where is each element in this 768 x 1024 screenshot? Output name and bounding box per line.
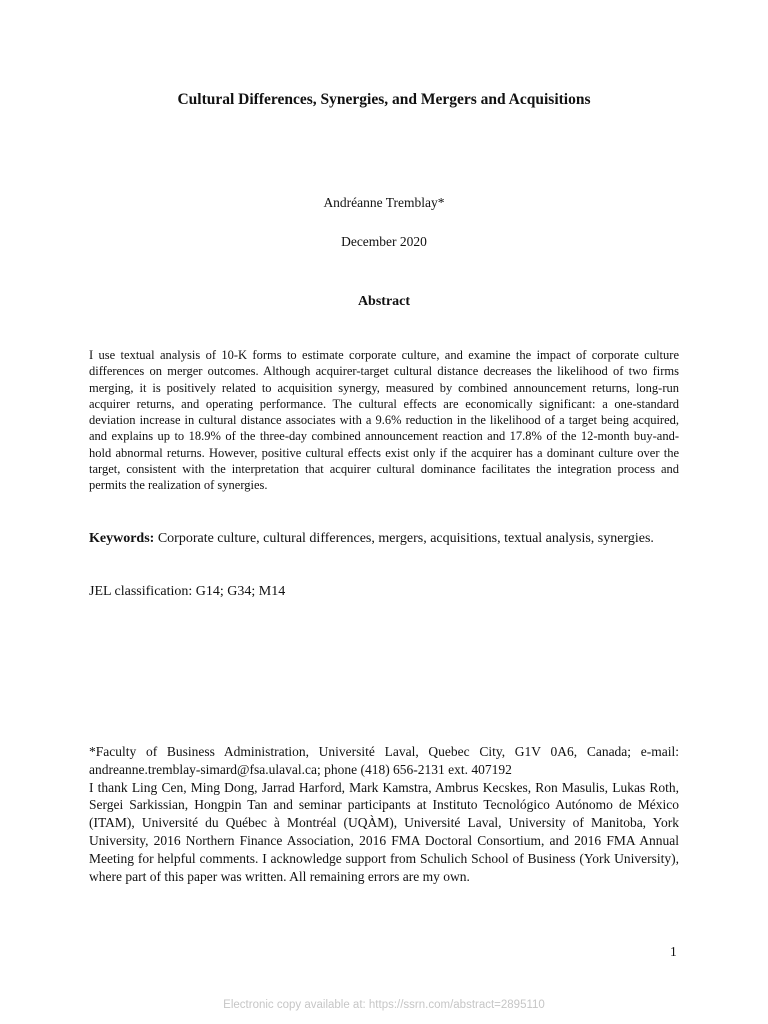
- ssrn-footer-link[interactable]: Electronic copy available at: https://ssrn.com/abstract=2895110: [223, 999, 545, 1011]
- abstract-heading: Abstract: [357, 294, 411, 309]
- keywords-text: Corporate culture, cultural differences, mergers, acquisitions, textual analysis, synergies.: [154, 531, 654, 546]
- footnote-affiliation: *Faculty of Business Administration, Université Laval, Quebec City, G1V 0A6, Canada; e-mail: andreanne.tremblay-simard@fsa.ulaval.ca; phone (418) 656-2131 ext. 407192: [89, 744, 679, 777]
- footnote-acknowledgements: I thank Ling Cen, Ming Dong, Jarrad Harford, Mark Kamstra, Ambrus Kecskes, Ron Masulis, Lukas Roth, Sergei Sarkissian, Hongpin Tan and seminar participants at Instituto Tecnológico Autónomo de México (ITAM), Université du Québec à Montréal (UQÀM), Université Laval, University of Manitoba, York University, 2016 Northern Finance Association, 2016 FMA Doctoral Consortium, and 2016 FMA Annual Meeting for helpful comments. I acknowledge support from Schulich School of Business (York University), where part of this paper was written. All remaining errors are my own.: [89, 779, 679, 884]
- keywords: [89, 530, 679, 549]
- publication-date: December 2020: [341, 234, 427, 249]
- abstract-text: I use textual analysis of 10-K forms to estimate corporate culture, and examine the impact of corporate culture differences on merger outcomes. Although acquirer-target cultural distance decreases the likelihood of two firms merging, it is positively related to acquisition synergy, measured by combined announcement returns, long-run acquirer returns, and operating performance. The cultural effects are economically significant: a one-standard deviation increase in cultural distance associates with a 9.6% reduction in the likelihood of a target being acquired, and explains up to 18.9% of the three-day combined announcement reaction and 17.8% of the 12-month buy-and-hold abnormal returns. However, positive cultural effects exist only if the acquirer has a dominant culture over the target, consistent with the interpretation that acquirer cultural dominance facilitates the integration process and permits the realization of synergies.: [89, 348, 679, 493]
- keywords-label: Keywords:: [89, 531, 155, 546]
- jel-classification: JEL classification: G14; G34; M14: [89, 584, 286, 599]
- footnote: [89, 743, 679, 885]
- page-number: 1: [670, 944, 677, 959]
- author-name: Andréanne Tremblay*: [323, 195, 445, 210]
- paper-title: Cultural Differences, Synergies, and Mergers and Acquisitions: [177, 91, 591, 108]
